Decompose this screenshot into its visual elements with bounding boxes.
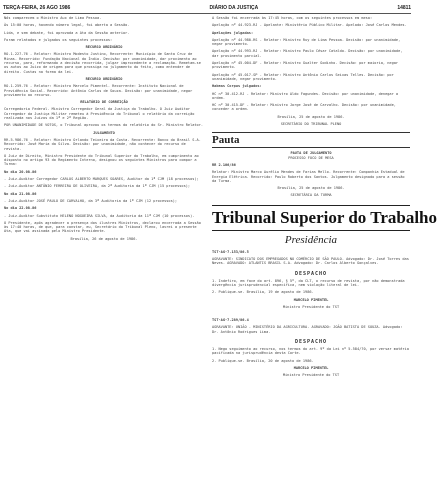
- section-title: Presidência: [284, 233, 338, 246]
- left-column-text: [4, 16, 204, 244]
- text-paragraph: Apelação nº 44.923-RJ - Apelante: Ministério Público Militar. Apelado: José Carlos Mendes.: [212, 23, 407, 28]
- text-paragraph: Relator: Ministro Marco Aurélio Mendes de Farias Mello. Recorrente: Companhia Estadual de Energia Elétrica. Recorrido: Paulo Roberto dos Santos. Julgamento designado para a sessão da Turma.: [212, 170, 407, 183]
- text-paragraph: Nós comparecem o Ministro Aux de Lima Pessoa.: [4, 16, 102, 20]
- text-paragraph: 2. Publique-se. Brasília, 19 de agosto de 1986.: [212, 290, 314, 295]
- text-paragraph: HC nº 30.412-RJ - Relator: Ministro Aldo Fagundes. Decisão: por unanimidade, denegar a ordem.: [212, 91, 401, 100]
- text-paragraph: - Juiz-Auditor Corregedor CARLOS ALBERTO MARQUES SOARES, Auditor da 1ª CJM (18 processos);: [4, 177, 199, 182]
- text-paragraph: TST-AG-7.289/86.4: [212, 318, 249, 323]
- pauta-text: [212, 156, 410, 201]
- text-paragraph: RO-1.227-76 - Relator: Ministro Modesto Justino, Recorrente: Município de Santa Cruz de Minas. Recorrido: Fundação Nacional do Índio. Decisão: por unanimidade, dar provimento ao recurso, para, reformando a decisão recorrida, julgar improcedente a reclamação. Remetam-se os autos ao Juízo de origem para que prossiga no julgamento do feito, como entender de direito. Custas na forma da lei.: [4, 52, 204, 74]
- case-block-1: [212, 250, 410, 269]
- text-paragraph: SECRETÁRIA DA TURMA: [290, 193, 332, 198]
- text-paragraph: Corregedoria Federal. Ministro Corregedor Geral da Justiça do Trabalho. O Juiz Auditor Corregedor da Justiça Militar remeteu à Presidência do Tribunal o relatório da correição realizada nos Juízos da 1ª e 2ª Região.: [4, 107, 197, 121]
- text-paragraph: Brasília, 25 de agosto de 1986.: [277, 114, 345, 119]
- text-paragraph: Apelação nº 44.993-RJ - Relator: Ministro Paulo César Cataldo. Decisão: por unanimidade, dar provimento parcial.: [212, 49, 405, 58]
- right-column-top-text: [212, 16, 410, 129]
- text-paragraph: RR-5.986-76 - Relator: Ministro Orlando Teixeira da Costa. Recorrente: Banco do Brasil S.A. Recorrido: José Maria da Silva. Decisão: por unanimidade, não conhecer do recurso de revista.: [4, 137, 204, 151]
- text-paragraph: TST-AG-7.153/86.5: [212, 249, 249, 254]
- text-paragraph: RECURSO ORDINÁRIO: [85, 45, 123, 50]
- text-paragraph: JULGAMENTO: [93, 130, 115, 135]
- text-paragraph: HC nº 30.415-DF - Relator: Ministro Jorge José de Carvalho. Decisão: por unanimidade, conceder a ordem.: [212, 103, 399, 112]
- text-paragraph: RO-1.259-76 - Relator: Ministro Marcelo Pimentel. Recorrente: Instituto Nacional de Previdência Social. Recorrido: Antônio Carlos de Souza. Decisão: por unanimidade, negar provimento ao recurso.: [4, 84, 195, 97]
- text-paragraph: PROCESSO FOCO DE MESA: [288, 155, 334, 160]
- text-paragraph: No dia 22.08.86: [4, 206, 37, 211]
- text-paragraph: 1. Nego seguimento ao recurso, nos termos do art. 9º da Lei nº 5.584/70, por versar matéria pacificada na jurisprudência desta Corte.: [212, 346, 412, 356]
- text-paragraph: MARCELO PIMENTEL: [293, 365, 329, 370]
- text-paragraph: - Juiz-Auditor Substituto HELENO NOGUEIRA SILVA, da Auditoria da 11ª CJM (10 processos).: [4, 213, 195, 218]
- text-paragraph: O Juiz de Direito, Ministro Presidente do Tribunal Superior do Trabalho, em cumprimento ao disposto no artigo 93 do Regimento Interno, designou os seguintes Ministros para compor a Turma:: [4, 153, 201, 167]
- text-paragraph: POR UNANIMIDADE DE VOTOS, o Tribunal aprovou os termos do relatório do Sr. Ministro Relator.: [4, 123, 204, 128]
- text-paragraph: Apelações julgadas:: [212, 30, 254, 35]
- despacho-1-title: DESPACHO: [294, 270, 328, 277]
- despacho-1-text: [212, 279, 410, 312]
- text-paragraph: Às 15:00 horas, havendo número legal, foi aberta a Sessão.: [4, 23, 130, 28]
- despacho-2-text: [212, 347, 410, 380]
- text-paragraph: 1. Indefiro, em face do art. 896, § 5º, da CLT, o recurso de revista, por não demonstrada divergência jurisprudencial específica, nem violação literal de lei.: [212, 278, 407, 287]
- text-paragraph: A Sessão foi encerrada às 17:45 horas, com os seguintes processos em mesa:: [212, 16, 373, 20]
- text-paragraph: No dia 21.08.86: [4, 191, 37, 196]
- text-paragraph: Brasília, 25 de agosto de 1986.: [277, 186, 345, 191]
- text-paragraph: - Juiz-Auditor JOSÉ PAULO DE CARVALHO, da 3ª Auditoria da 1ª CJM (12 processos);: [4, 198, 178, 203]
- text-paragraph: Apelação nº 45.017-SP - Relator: Ministro Antônio Carlos Seixas Telles. Decisão: por unanimidade, negar provimento.: [212, 72, 396, 81]
- pauta-subtitle: PAUTA DE JULGAMENTO: [290, 151, 332, 156]
- text-paragraph: Brasília, 26 de agosto de 1986.: [70, 236, 138, 241]
- text-paragraph: Foram relatados e julgados os seguintes processos:: [4, 37, 113, 42]
- pauta-heading: Pauta: [212, 132, 410, 148]
- text-paragraph: SECRETÁRIO DO TRIBUNAL PLENO: [280, 122, 342, 127]
- right-column: [212, 16, 437, 496]
- page-header: [3, 3, 411, 14]
- text-paragraph: Ministro Presidente do TST: [282, 304, 340, 309]
- header-publication: DIÁRIO DA JUSTIÇA: [209, 5, 259, 11]
- header-date: TERÇA-FEIRA, 26 AGO 1986: [3, 5, 71, 11]
- text-paragraph: RECURSO ORDINÁRIO: [85, 76, 123, 81]
- header-page-number: 14811: [397, 5, 411, 11]
- text-paragraph: Apelação nº 45.004-DF - Relator: Ministro Gualter Godinho. Decisão: por maioria, negar provimento.: [212, 61, 401, 70]
- text-paragraph: - Juiz-Auditor ANTÔNIO FERREIRA DE OLIVEIRA, da 2ª Auditoria da 1ª CJM (15 processos);: [4, 184, 191, 189]
- tst-title: Tribunal Superior do Trabalho: [212, 205, 410, 231]
- text-paragraph: Habeas Corpus julgados:: [212, 84, 262, 89]
- text-paragraph: No dia 20.08.86: [4, 169, 37, 174]
- case-block-2: [212, 318, 410, 337]
- left-column: [4, 16, 204, 496]
- text-paragraph: AGRAVANTE: SINDICATO DOS EMPREGADOS NO COMÉRCIO DE SÃO PAULO. Advogado: Dr. José Torres das Neves. AGRAVADO: ATLANTIS BRASIL S.A. Advogado: Dr. Carlos Alberto Gonçalves.: [212, 257, 412, 266]
- text-paragraph: O Presidente, após agradecer a presença dos ilustres Ministros, declarou encerrada a Sessão às 17:40 horas, de que, para constar, eu, Secretário do Tribunal Pleno, lavrei a presente Ata, que vai assinada pelo Ministro Presidente.: [4, 220, 204, 234]
- text-paragraph: 2. Publique-se. Brasília, 20 de agosto de 1986.: [212, 358, 314, 363]
- despacho-2-title: DESPACHO: [294, 338, 328, 345]
- text-paragraph: Ministro Presidente do TST: [282, 373, 340, 378]
- text-paragraph: RELATÓRIO DE CORREIÇÃO: [80, 100, 128, 105]
- text-paragraph: Lida, e sem debate, foi aprovada a Ata da Sessão anterior.: [4, 30, 130, 35]
- text-paragraph: MARCELO PIMENTEL: [293, 297, 329, 302]
- text-paragraph: AGRAVANTE: UNIÃO - MINISTÉRIO DA AGRICULTURA. AGRAVADO: JOÃO BATISTA DE SOUZA. Advogado: Dr. Antônio Rodrigues Lima.: [212, 325, 405, 334]
- text-paragraph: Apelação nº 44.980-RS - Relator: Ministro Ruy de Lima Pessoa. Decisão: por unanimidade, negar provimento.: [212, 37, 403, 47]
- text-paragraph: RR 2.106/86: [212, 162, 236, 167]
